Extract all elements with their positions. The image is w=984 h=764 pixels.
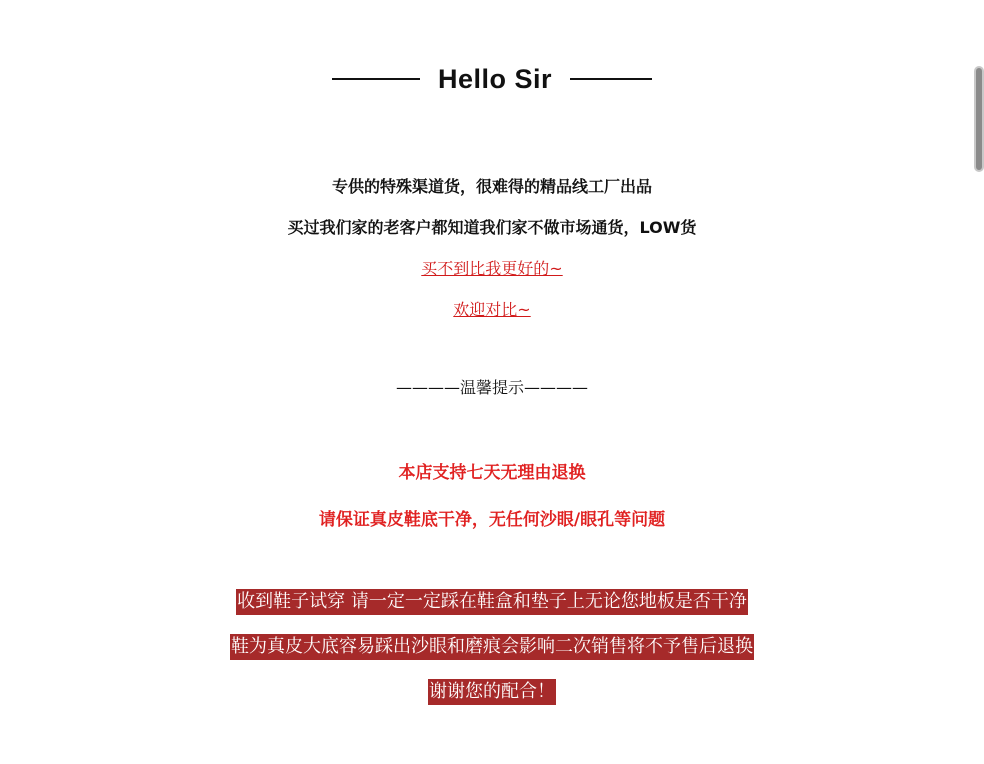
notice-banner-line-2: 鞋为真皮大底容易踩出沙眼和磨痕会影响二次销售将不予售后退换: [230, 634, 754, 660]
compare-link-row-1: [0, 256, 984, 279]
title-divider-left: [332, 78, 420, 80]
scrollbar-thumb[interactable]: [976, 68, 982, 170]
intro-line-1: 专供的特殊渠道货，很难得的精品线工厂出品: [331, 177, 652, 196]
notice-banner-line-1: 收到鞋子试穿 请一定一定踩在鞋盒和垫子上无论您地板是否干净: [236, 589, 748, 615]
intro-line-2: 买过我们家的老客户都知道我们家不做市场通货，LOW货: [287, 218, 697, 237]
return-policy-line: 本店支持七天无理由退换: [398, 463, 586, 483]
vertical-scrollbar[interactable]: [974, 66, 984, 172]
better-than-us-link[interactable]: 买不到比我更好的~: [421, 259, 563, 278]
tips-heading: ————温馨提示————: [395, 378, 588, 397]
compare-link-row-2: [0, 297, 984, 320]
page-title: Hello Sir: [437, 63, 553, 94]
notice-row-3: [0, 679, 984, 705]
notice-banner-line-3: 谢谢您的配合！: [428, 679, 556, 705]
notice-row-1: [0, 589, 984, 615]
notice-row-2: [0, 634, 984, 660]
title-row: [0, 58, 984, 100]
welcome-compare-link[interactable]: 欢迎对比~: [453, 300, 531, 319]
title-divider-right: [570, 78, 652, 80]
sole-condition-line: 请保证真皮鞋底干净，无任何沙眼/眼孔等问题: [318, 510, 666, 530]
